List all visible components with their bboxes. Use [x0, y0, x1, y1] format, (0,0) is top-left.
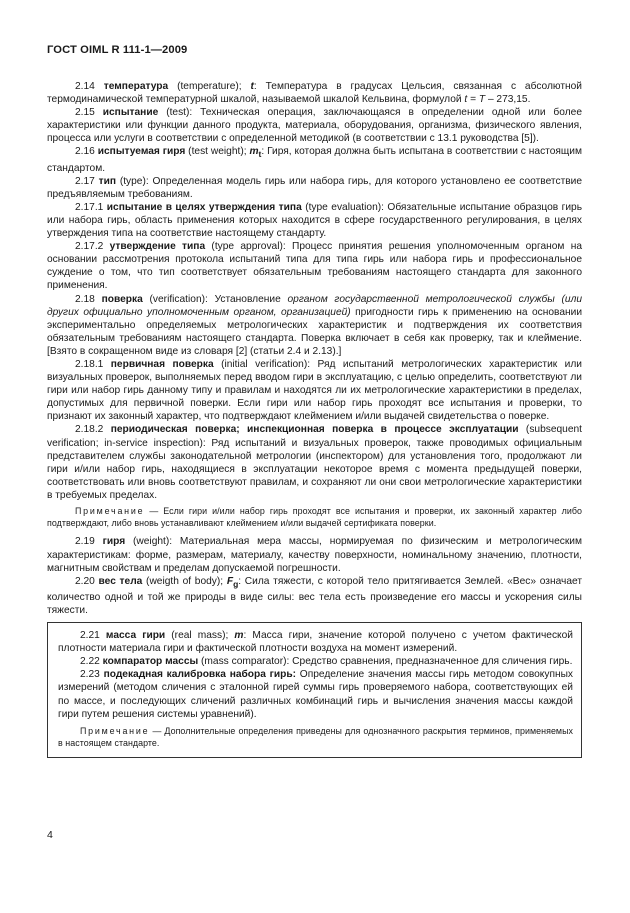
- definition-p2172: [47, 240, 582, 292]
- text-run: g: [233, 578, 239, 589]
- note-text: — Если гири и/или набор гирь проходят все испытания и проверки, их законный характер либо подтверждают, либо вновь устанавливают клеймением и/или выдачей сертификата поверки.: [47, 506, 582, 529]
- definition-p222: [58, 655, 573, 668]
- text-run: гиря: [102, 536, 126, 548]
- text-run: : Сила тяжести, с которой тело притягивается Землей. «Вес» означает количество одной и той же природы в виде силы: вес тела есть произведение его массы и ускорения силы тяжести.: [47, 575, 582, 616]
- text-run: испытуемая гиря: [97, 146, 186, 158]
- text-run: (subsequent verification; in-service inspection): Ряд испытаний и визуальных проверок, также проводимых официальным представителем службы законодательной метрологии (инспектором) для установления того, продолжают ли гири и/или набор гирь, находящиеся в эксплуатации некоторое время с момента предыдущей поверки, соответствовать или вновь соответствуют правилам, и сохраняют ли они свои метрологические характеристики в требуемых пределах.: [47, 424, 583, 501]
- text-run: поверка: [101, 293, 143, 305]
- text-run: утверждение типа: [109, 241, 206, 253]
- framed-insert: [47, 622, 582, 758]
- definition-p2171: [47, 201, 582, 240]
- page-header: ГОСТ OIML R 111-1—2009: [47, 44, 188, 56]
- text-run: 2.23: [80, 669, 104, 681]
- text-run: – 273,15.: [485, 94, 531, 106]
- text-run: 2.18: [75, 293, 102, 305]
- text-run: компаратор массы: [102, 656, 199, 668]
- text-run: (weigth of body);: [142, 575, 227, 587]
- definition-p2182: [47, 423, 582, 502]
- definitions-section-2: [47, 535, 582, 617]
- note-label: Примечание: [75, 506, 145, 517]
- text-run: 2.22: [80, 656, 103, 668]
- text-run: первичная поверка: [110, 359, 214, 370]
- text-run: : Масса гири, значение которой получено с учетом фактической плотности материала гири и фактической плотности воздуха на момент измерений.: [58, 630, 573, 655]
- boxed-definitions: [58, 629, 573, 721]
- text-run: (weight): Материальная мера массы, нормируемая по физическим и метрологическим характеристикам: форме, размерам, материалу, качеству поверхности, номинальному значению, плотности, магнитным свойствам и пределам допускаемой погрешности.: [47, 536, 582, 574]
- definition-p223: [58, 668, 573, 720]
- page-number: 4: [47, 829, 53, 841]
- definition-p216: [47, 145, 582, 174]
- text-run: масса гири: [105, 630, 166, 642]
- definitions-section: [47, 80, 582, 502]
- text-run: (type approval): Процесс принятия решения уполномоченным органом на основании рассмотрения протокола испытаний типа для типа гирь или набора гирь и профессиональное суждение о том, что тип соответствует обязательным требованиям настоящего стандарта для законного применения.: [47, 241, 583, 292]
- text-run: 2.20: [75, 575, 99, 587]
- definition-p214: [47, 80, 582, 106]
- definition-p215: [47, 106, 582, 145]
- text-run: температура: [103, 81, 169, 92]
- text-run: 2.19: [75, 536, 103, 548]
- box-note-text: — Дополнительные определения приведены для однозначного раскрытия терминов, применяемых в настоящем стандарте.: [58, 725, 573, 748]
- definition-p218: [47, 293, 582, 358]
- text-run: t: [464, 94, 468, 106]
- text-run: t: [250, 81, 254, 92]
- text-run: вес тела: [98, 575, 143, 587]
- text-run: (initial verification): Ряд испытаний метрологических характеристик или визуальных проверок, выполняемых перед вводом гири в эксплуатацию, с целью определить, соответствуют ли гири или набор гирь данному типу и правилам и находятся ли их метрологические характеристики в пределах, допустимых для первичной поверки. Если гири или набор гирь проходят все испытания и проверки, то признают их законный характер, что подтверждают клеймением и/или выдачей свидетельства о поверке.: [47, 359, 582, 423]
- definition-p219: [47, 535, 582, 574]
- text-run: (type): Определенная модель гирь или набора гирь, для которого установлено ее соответствие предъявляемым требованиям.: [47, 175, 582, 200]
- text-run: испытание в целях утверждения типа: [106, 201, 302, 213]
- text-run: 2.17: [75, 175, 99, 187]
- box-note-label: Примечание: [80, 725, 150, 736]
- text-run: пригодности гирь к применению на основании экспериментально определяемых метрологических характеристик и подтверждения их соответствия обязательным требованиям настоящего стандарта. Поверка включает в себя как проверку, так и клеймение. [Взято в сокращенном виде из словаря [2] (статьи 2.4 и 2.13).]: [47, 306, 583, 357]
- text-run: периодическая поверка; инспекционная поверка в процессе эксплуатации: [110, 424, 519, 436]
- definition-p220: [47, 575, 582, 617]
- text-run: органом государственной метрологической службы (или других официально уполномоченным органом, организацией): [47, 293, 583, 318]
- text-run: =: [467, 94, 479, 106]
- text-run: : Гиря, которая должна быть испытана в соответствии с настоящим стандартом.: [47, 146, 582, 174]
- text-run: : Температура в градусах Цельсия, связанная с абсолютной термодинамической температурной шкалой, называемой шкалой Кельвина, формулой: [47, 81, 582, 106]
- text-run: 2.16: [75, 146, 98, 158]
- text-run: t: [258, 149, 262, 160]
- text-run: подекадная калибровка набора гирь:: [103, 669, 297, 681]
- text-run: (temperature);: [168, 81, 251, 92]
- note-paragraph: [47, 505, 582, 529]
- text-run: 2.21: [80, 630, 106, 642]
- text-run: 2.14: [75, 81, 104, 92]
- text-run: 2.18.2: [75, 424, 111, 436]
- text-run: m: [249, 146, 259, 158]
- text-run: m: [234, 630, 244, 642]
- text-run: (real mass);: [165, 630, 235, 642]
- definition-p217: [47, 175, 582, 201]
- text-run: испытание: [102, 107, 159, 119]
- text-run: (mass comparator): Средство сравнения, предназначенное для сличения гирь.: [198, 656, 573, 668]
- text-run: 2.17.1: [75, 201, 107, 213]
- page-content: [47, 80, 582, 758]
- text-run: 2.17.2: [75, 241, 110, 253]
- text-run: (test): Техническая операция, заключающаяся в определении одной или более характеристики или функции данного продукта, материала, оборудования, организма, физического явления, процесса или услуги в соответствии с определенной методикой (в соответствии с 13.1 руководства [5]).: [47, 107, 582, 145]
- text-run: (type evaluation): Обязательные испытание образцов гирь или набора гирь, область применения которых находится в сфере государственного регулирования, в целях утверждения типа на соответствие настоящему стандарту.: [47, 201, 583, 240]
- text-run: 2.18.1: [75, 359, 111, 370]
- text-run: F: [226, 575, 234, 587]
- text-run: (verification): Установление: [142, 293, 288, 305]
- definition-p2181: [47, 358, 582, 423]
- definition-p221: [58, 629, 573, 655]
- text-run: тип: [98, 175, 117, 187]
- text-run: (test weight);: [185, 146, 250, 158]
- text-run: 2.15: [75, 107, 103, 119]
- text-run: Определение значения массы гирь методом совокупных измерений (методом сличения с эталонной гирей суммы гирь проверяемого набора, соответствующих ей по массе, и последующих сличений различных комбинаций гирь и вычисления значения массы каждой гири путем решения системы уравнений).: [58, 669, 574, 720]
- text-run: T: [478, 94, 486, 106]
- box-note-paragraph: [58, 725, 573, 749]
